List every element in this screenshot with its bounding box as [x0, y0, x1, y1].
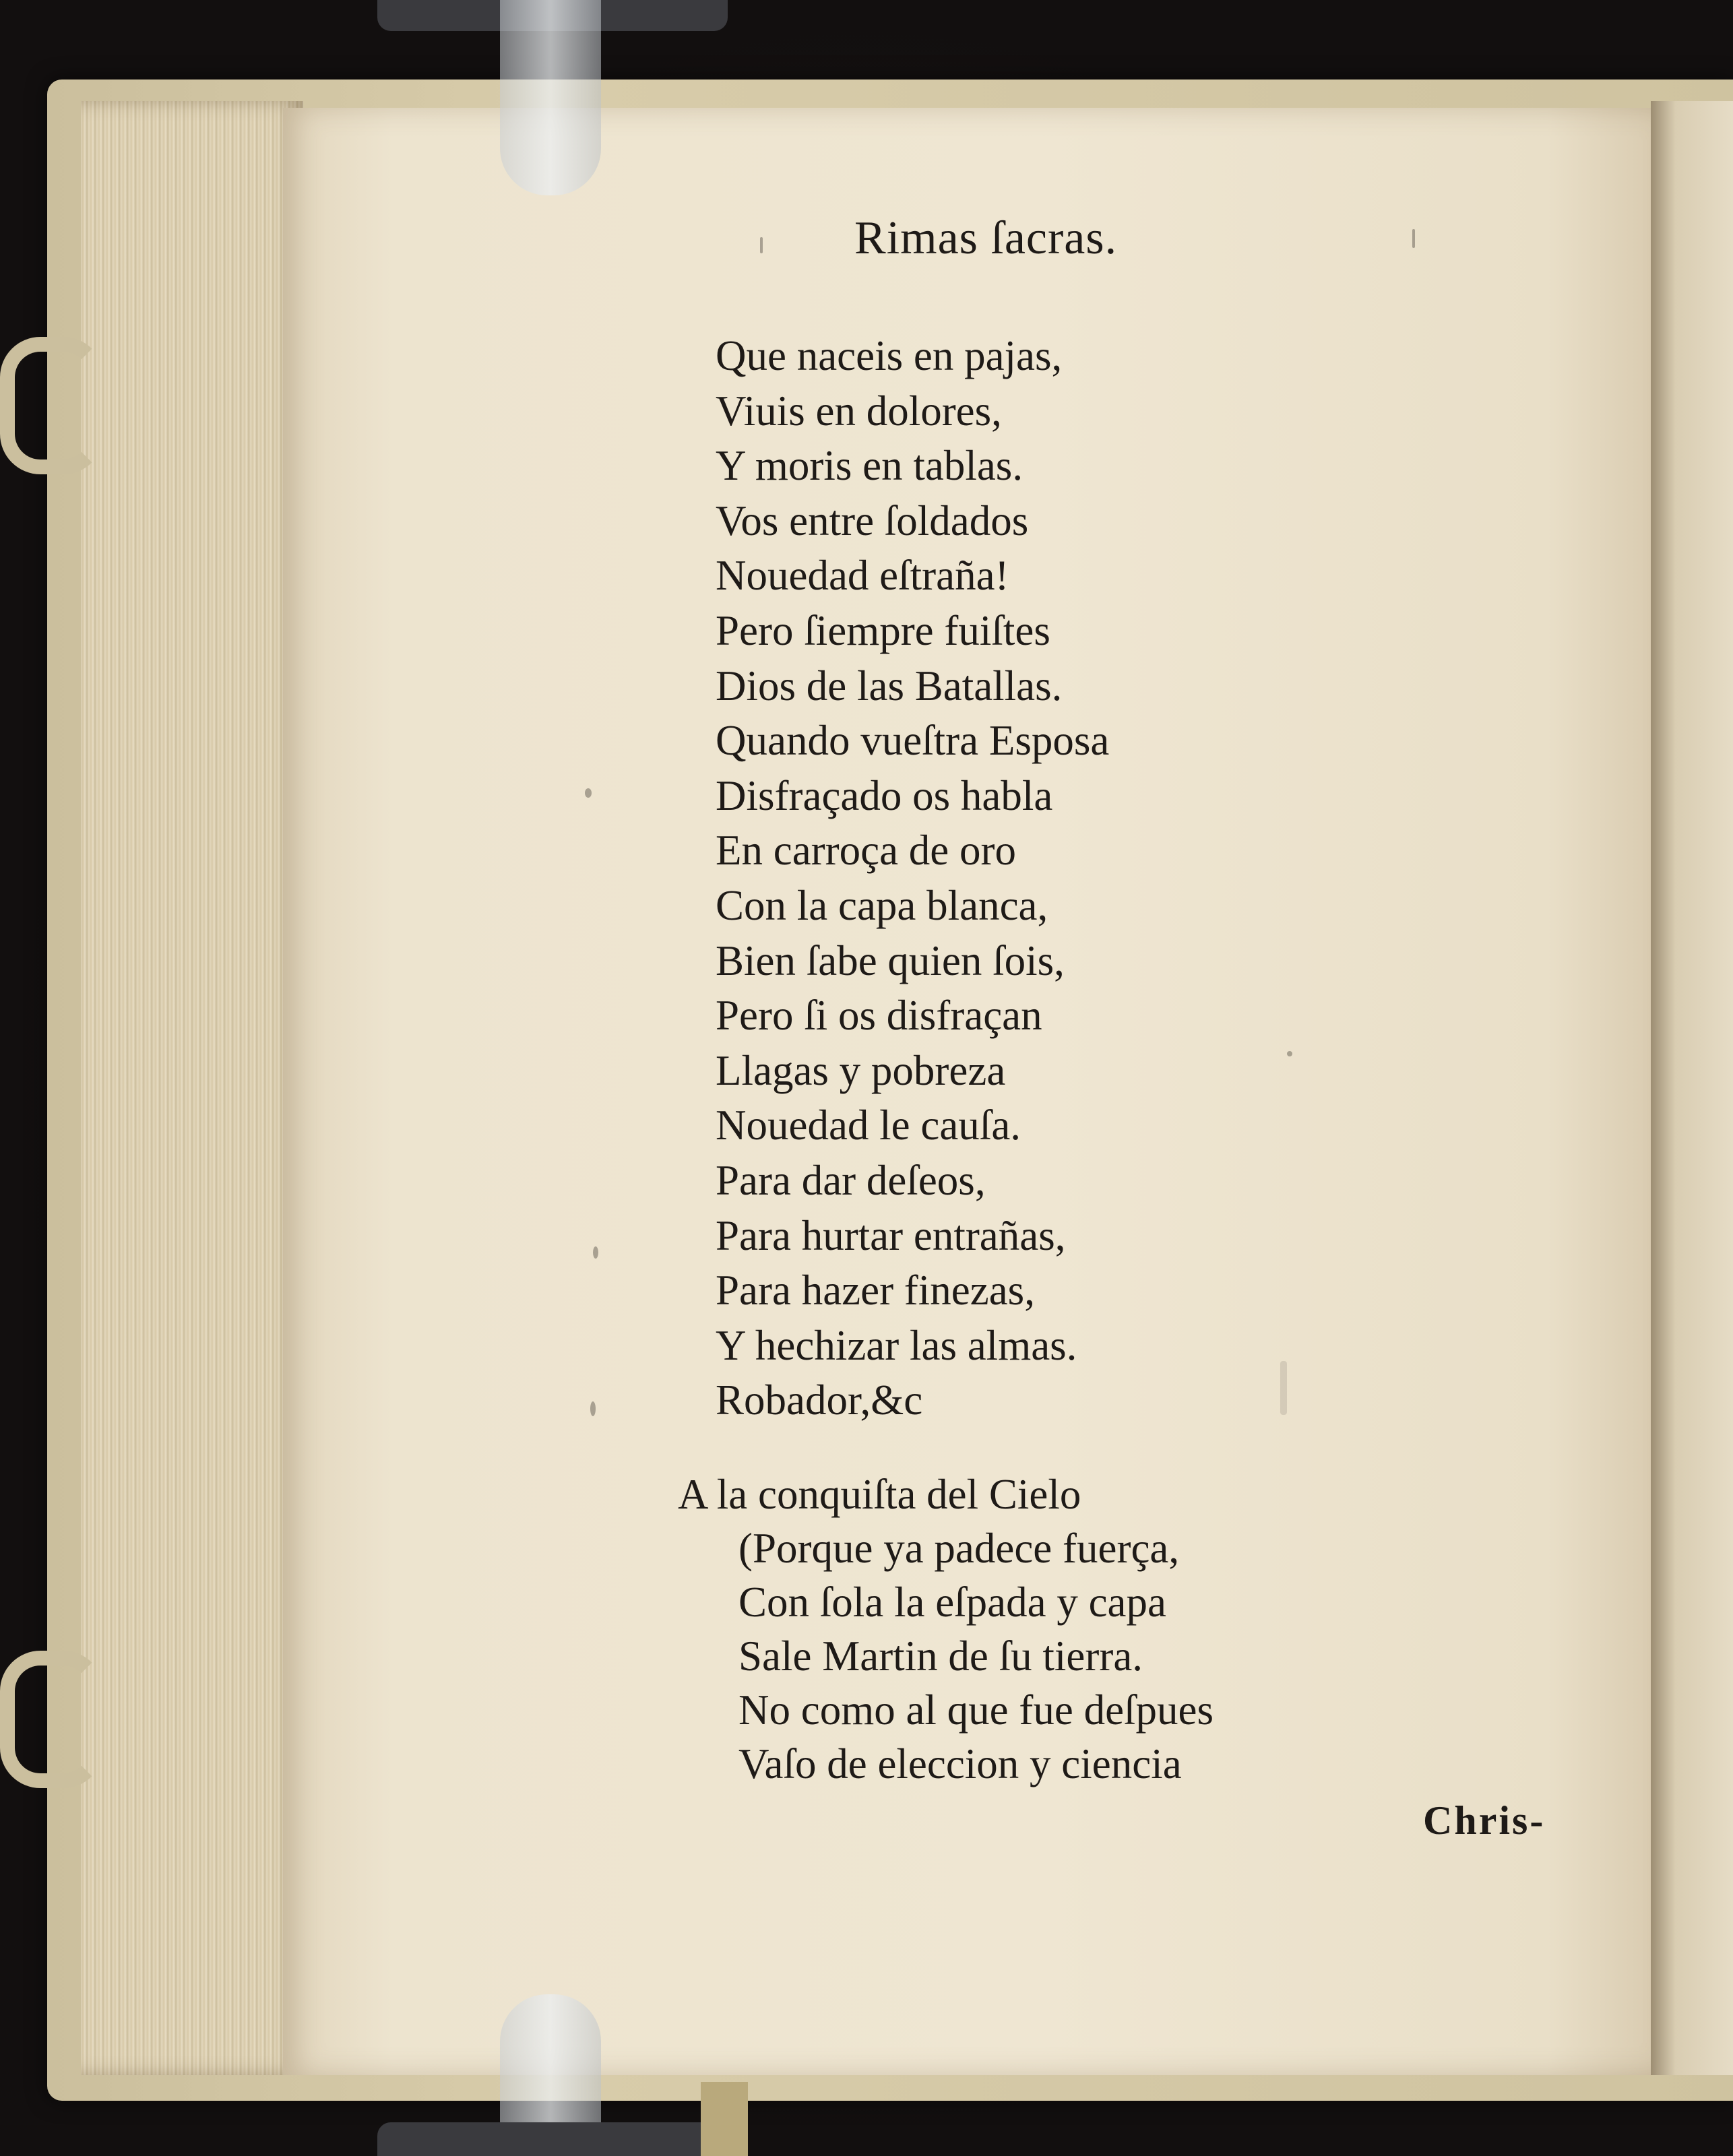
- verse-line: Bien ſabe quien ſois,: [716, 937, 1065, 984]
- verse-line: Y hechizar las almas.: [716, 1321, 1077, 1369]
- top-book-clip: [500, 0, 601, 195]
- verse-line: En carroça de oro: [716, 827, 1016, 875]
- cover-tie-top: [0, 337, 104, 474]
- running-head: Rimas ſacras.: [854, 212, 1118, 264]
- ink-speck: [1287, 1051, 1292, 1056]
- poem-stanza-2: [678, 1467, 1214, 1791]
- ink-speck: [1280, 1361, 1287, 1415]
- verse-line: Robador,&c: [716, 1376, 923, 1424]
- verse-line: Que naceis en pajas,: [716, 332, 1063, 379]
- verse-line: A la conquiſta del Cielo: [678, 1471, 1081, 1518]
- ink-speck: [1412, 229, 1415, 248]
- verse-line: No como al que fue deſpues: [738, 1686, 1214, 1734]
- verse-line: Dios de las Batallas.: [716, 662, 1063, 709]
- page-block-edges: [81, 101, 303, 2075]
- ink-speck: [593, 1246, 598, 1259]
- facing-page-edge: [1651, 101, 1733, 2075]
- ink-speck: [590, 1401, 596, 1416]
- cover-tie-bottom: [0, 1651, 104, 1788]
- poem-stanza-1: [716, 329, 1109, 1428]
- verse-line: Vaſo de eleccion y ciencia: [738, 1740, 1182, 1787]
- verse-line: Para dar deſeos,: [716, 1156, 986, 1204]
- verse-line: Llagas y pobreza: [716, 1046, 1006, 1094]
- ink-speck: [760, 237, 763, 253]
- bookmark-ribbon: [701, 2082, 748, 2156]
- verse-line: Nouedad eſtraña!: [716, 552, 1009, 600]
- bottom-clip-mount: [377, 2122, 728, 2156]
- verse-line: Pero ſi os disfraçan: [716, 992, 1042, 1040]
- verse-line: Y moris en tablas.: [716, 442, 1023, 490]
- verse-line: Quando vueſtra Esposa: [716, 717, 1110, 765]
- verse-line: Disfraçado os habla: [716, 771, 1053, 819]
- verse-line: (Porque ya padece fuerça,: [738, 1525, 1180, 1572]
- ink-speck: [585, 788, 592, 798]
- verse-line: Vos entre ſoldados: [716, 497, 1029, 544]
- verse-line: Para hurtar entrañas,: [716, 1211, 1066, 1259]
- verse-line: Viuis en dolores,: [716, 387, 1002, 435]
- verse-line: Sale Martin de ſu tierra.: [738, 1632, 1143, 1680]
- verse-line: Pero ſiempre fuiſtes: [716, 606, 1050, 654]
- catchword: Chris-: [1423, 1798, 1546, 1843]
- verse-line: Con ſola la eſpada y capa: [738, 1579, 1166, 1626]
- verse-line: Nouedad le cauſa.: [716, 1102, 1021, 1149]
- verse-line: Para hazer finezas,: [716, 1267, 1035, 1314]
- verse-line: Con la capa blanca,: [716, 881, 1048, 929]
